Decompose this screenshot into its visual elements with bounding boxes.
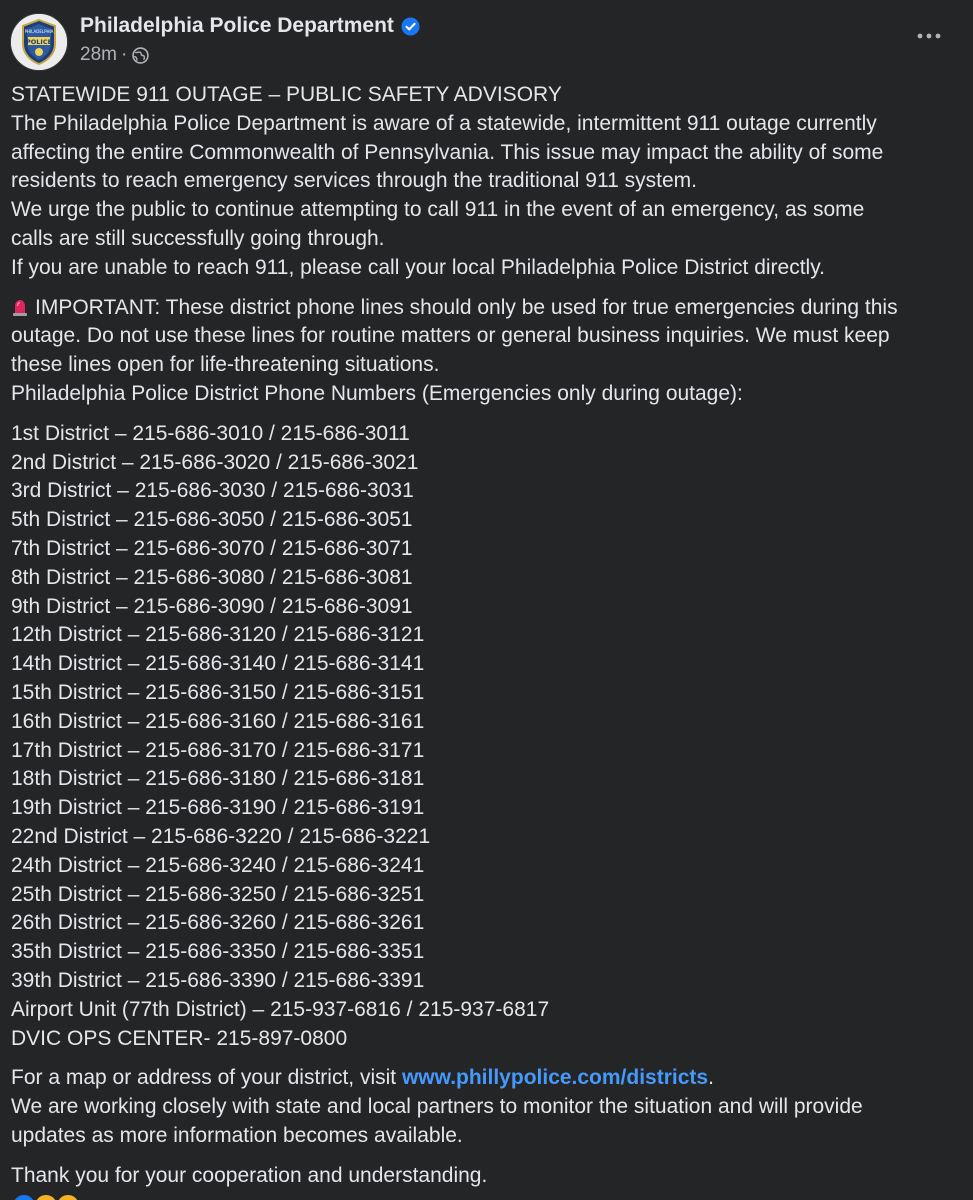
district-row: 2nd District – 215-686-3020 / 215-686-3021 xyxy=(11,450,419,474)
district-row: 16th District – 215-686-3160 / 215-686-3161 xyxy=(11,709,425,733)
more-options-button[interactable] xyxy=(915,22,943,50)
district-row: 12th District – 215-686-3120 / 215-686-3121 xyxy=(11,623,425,647)
verified-badge-icon xyxy=(401,17,420,36)
intro-line: If you are unable to reach 911, please call your local Philadelphia Police District directly. xyxy=(11,255,825,279)
siren-icon xyxy=(11,297,29,317)
district-row: 1st District – 215-686-3010 / 215-686-3011 xyxy=(11,421,410,445)
district-row: Airport Unit (77th District) – 215-937-6816 / 215-937-6817 xyxy=(11,997,550,1021)
page-name-row xyxy=(80,14,420,38)
more-dots-icon xyxy=(917,33,941,39)
district-row: 3rd District – 215-686-3030 / 215-686-3031 xyxy=(11,479,414,503)
district-row: 24th District – 215-686-3240 / 215-686-3241 xyxy=(11,853,425,877)
post-timestamp[interactable]: 28m xyxy=(80,44,117,65)
post-header xyxy=(0,0,973,80)
post-body xyxy=(11,81,961,1190)
district-row: 19th District – 215-686-3190 / 215-686-3191 xyxy=(11,796,425,820)
district-row: 26th District – 215-686-3260 / 215-686-3261 xyxy=(11,911,425,935)
district-row: 14th District – 215-686-3140 / 215-686-3141 xyxy=(11,652,425,676)
intro-line: calls are still successfully going through. xyxy=(11,226,385,250)
closing-block xyxy=(11,1162,961,1191)
district-row: 22nd District – 215-686-3220 / 215-686-3221 xyxy=(11,824,431,848)
important-line: IMPORTANT: These district phone lines should only be used for true emergencies during this xyxy=(35,295,898,319)
district-row: 18th District – 215-686-3180 / 215-686-3181 xyxy=(11,767,425,791)
police-badge-logo xyxy=(11,14,67,70)
closing-line: Thank you for your cooperation and understanding. xyxy=(11,1163,488,1187)
district-row: 39th District – 215-686-3390 / 215-686-3391 xyxy=(11,968,425,992)
wow-reaction-icon xyxy=(55,1193,81,1200)
important-block xyxy=(11,294,961,409)
map-suffix: . xyxy=(708,1066,714,1090)
district-row: 7th District – 215-686-3070 / 215-686-3071 xyxy=(11,536,413,560)
reaction-icons[interactable] xyxy=(11,1193,77,1200)
districts-link[interactable]: www.phillypolice.com/districts xyxy=(401,1066,709,1090)
globe-icon[interactable] xyxy=(132,47,149,64)
district-row: 9th District – 215-686-3090 / 215-686-3091 xyxy=(11,594,413,618)
important-line: outage. Do not use these lines for routine matters or general business inquiries. We must keep xyxy=(11,324,890,348)
partner-line: updates as more information becomes available. xyxy=(11,1123,463,1147)
map-prefix: For a map or address of your district, visit xyxy=(11,1066,402,1090)
phone-list-heading: Philadelphia Police District Phone Numbers (Emergencies only during outage): xyxy=(11,381,743,405)
district-row: 17th District – 215-686-3170 / 215-686-3171 xyxy=(11,738,425,762)
district-row: 15th District – 215-686-3150 / 215-686-3151 xyxy=(11,680,425,704)
page-name-link[interactable]: Philadelphia Police Department xyxy=(80,14,394,37)
advisory-block xyxy=(11,81,961,283)
intro-line: affecting the entire Commonwealth of Pennsylvania. This issue may impact the ability of some xyxy=(11,140,884,164)
important-line-first xyxy=(11,294,961,323)
district-row: DVIC OPS CENTER- 215-897-0800 xyxy=(11,1026,348,1050)
page-avatar[interactable] xyxy=(10,13,68,71)
post-meta xyxy=(80,44,149,66)
intro-line: We urge the public to continue attempting to call 911 in the event of an emergency, as some xyxy=(11,198,865,222)
district-row: 25th District – 215-686-3250 / 215-686-3251 xyxy=(11,882,425,906)
partner-line: We are working closely with state and local partners to monitor the situation and will provide xyxy=(11,1095,863,1119)
care-reaction-icon xyxy=(33,1193,59,1200)
district-row: 5th District – 215-686-3050 / 215-686-3051 xyxy=(11,508,413,532)
like-reaction-icon xyxy=(11,1193,37,1200)
intro-line: residents to reach emergency services through the traditional 911 system. xyxy=(11,169,697,193)
district-list xyxy=(11,420,961,1054)
meta-separator: · xyxy=(120,44,128,65)
intro-line: The Philadelphia Police Department is aware of a statewide, intermittent 911 outage currently xyxy=(11,111,877,135)
district-row: 8th District – 215-686-3080 / 215-686-3081 xyxy=(11,565,413,589)
advisory-title: STATEWIDE 911 OUTAGE – PUBLIC SAFETY ADVISORY xyxy=(11,83,562,106)
important-line: these lines open for life-threatening situations. xyxy=(11,353,440,377)
map-line xyxy=(11,1064,961,1093)
avatar-text-top: PHILADELPHIA xyxy=(24,29,54,34)
district-row: 35th District – 215-686-3350 / 215-686-3351 xyxy=(11,940,425,964)
info-block xyxy=(11,1064,961,1150)
avatar-text-main: POLICE xyxy=(25,38,53,46)
